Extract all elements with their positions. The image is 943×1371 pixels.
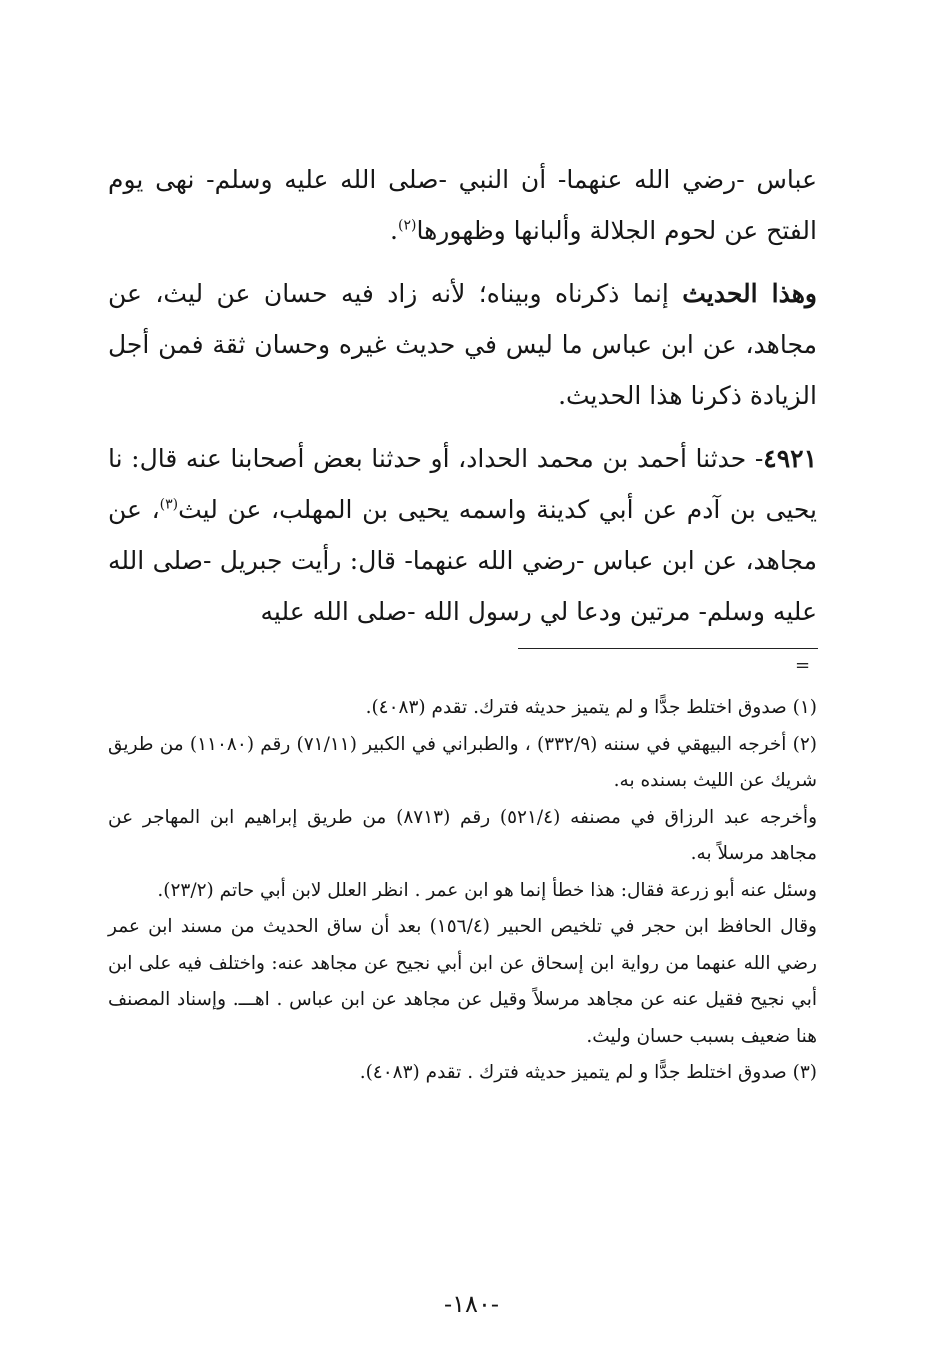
footnote-2-continuation-1: وأخرجه عبد الرزاق في مصنفه (٥٢١/٤) رقم (٨٧١٣) من طريق إبراهيم ابن المهاجر عن مجاهد مرسلاً به. <box>108 806 818 864</box>
main-text <box>108 154 817 649</box>
paragraph-1 <box>108 154 817 256</box>
footnote-2-continuation-2: وسئل عنه أبو زرعة فقال: هذا خطأ إنما هو ابن عمر . انظر العلل لابن أبي حاتم (٢٣/٢). <box>157 879 817 901</box>
hadith-text-b: ، عن مجاهد، عن ابن عباس -رضي الله عنهما- قال: رأيت جبريل -صلى الله عليه وسلم- مرتين ودعا لي رسول الله -صلى الله عليه <box>108 495 817 626</box>
paragraph-2-text: إنما ذكرناه وبيناه؛ لأنه زاد فيه حسان عن ليث، عن مجاهد، عن ابن عباس ما ليس في حديث غيره وحسان ثقة فمن أجل الزيادة ذكرنا هذا الحديث. <box>108 279 817 410</box>
footnote-2-continuation-3: وقال الحافظ ابن حجر في تلخيص الحبير (١٥٦/٤) بعد أن ساق الحديث من مسند ابن عمر رضي الله عنهما من رواية ابن إسحاق عن ابن أبي نجيح عن مجاهد عنه: واختلف فيه على ابن أبي نجيح فقيل عنه عن مجاهد مرسلاً وقيل عن مجاهد عن ابن عباس . اهـــ. وإسناد المصنف هنا ضعيف بسبب حسان وليث. <box>108 916 817 1047</box>
hadith-number: ٤٩٢١ <box>763 444 817 473</box>
paragraph-1-text: عباس -رضي الله عنهما- أن النبي -صلى الله عليه وسلم- نهى يوم الفتح عن لحوم الجلالة وألبانها وظهورها <box>108 165 817 245</box>
footnote-ref-3: (٣) <box>159 496 179 513</box>
paragraph-2-bold-lead: وهذا الحديث <box>682 279 817 308</box>
footnote-1: (١) صدوق اختلط جدًّا و لم يتميز حديثه فترك. تقدم (٤٠٨٣). <box>365 697 817 718</box>
footnote-2: (٢) أخرجه البيهقي في سننه (٣٣٢/٩) ، والطبراني في الكبير (٧١/١١) رقم (١١٠٨٠) من طريق شريك عن الليث بسنده به. <box>108 733 817 791</box>
paragraph-2 <box>108 268 817 421</box>
hadith-4921 <box>108 433 817 637</box>
footnote-divider <box>518 648 818 649</box>
continuation-marker: = <box>795 655 811 676</box>
footnotes <box>108 690 817 1092</box>
footnote-3: (٣) صدوق اختلط جدًّا و لم يتميز حديثه فترك . تقدم (٤٠٨٣). <box>359 1062 817 1083</box>
footnote-ref-2: (٢) <box>397 217 417 234</box>
paragraph-1-end: . <box>390 216 398 245</box>
hadith-text-a: - حدثنا أحمد بن محمد الحداد، أو حدثنا بعض أصحابنا عنه قال: نا يحيى بن آدم عن أبي كدينة واسمه يحيى بن المهلب، عن ليث <box>108 444 817 524</box>
page-number: -١٨٠- <box>444 1290 499 1318</box>
